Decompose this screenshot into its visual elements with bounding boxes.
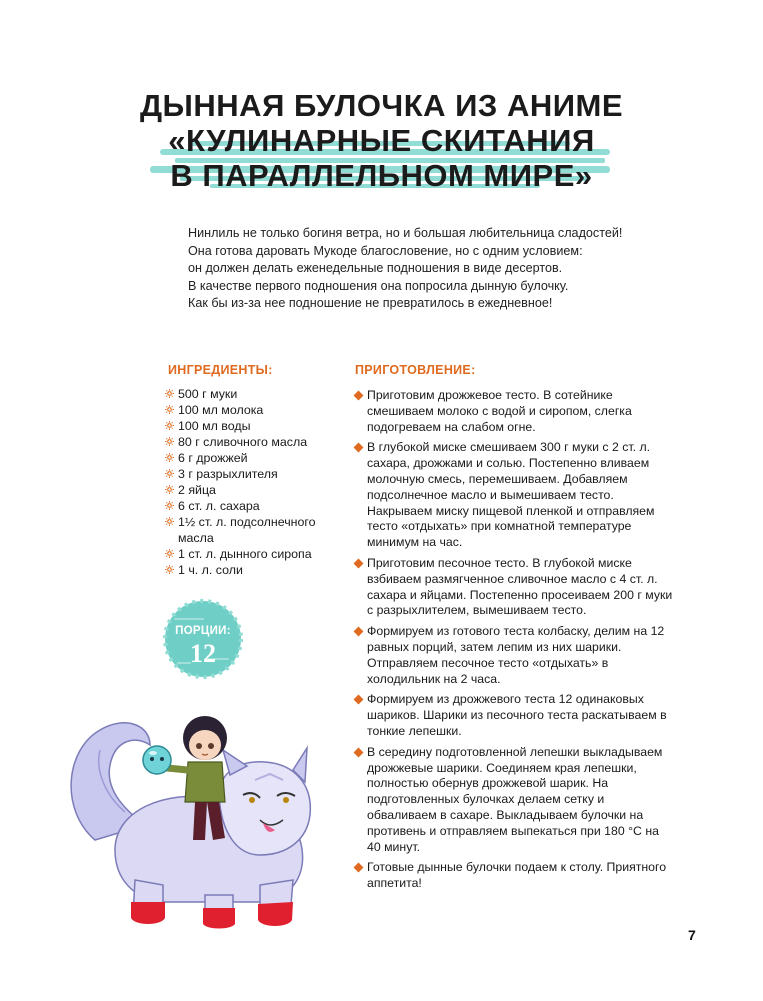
- diamond-bullet-icon: [354, 559, 364, 569]
- step-text: В глубокой миске смешиваем 300 г муки с 2 ст. л. сахара, дрожжами и солью. Постепенно вливаем молочную смесь, перемешиваем. Добавляем подсолнечное масло и вымешиваем тесто. Накрываем миску пищевой пленкой и отправляем тесто «отдыхать» при комнатной температуре минимум на час.: [367, 440, 655, 550]
- step-item: [354, 624, 674, 687]
- intro-paragraph: [188, 225, 658, 313]
- ingredient-text: 6 ст. л. сахара: [178, 499, 260, 513]
- ingredient-item: [165, 402, 325, 418]
- ingredient-item: [165, 450, 325, 466]
- sun-bullet-icon: [165, 405, 174, 414]
- servings-count: 12: [190, 639, 216, 668]
- sun-bullet-icon: [165, 517, 174, 526]
- ingredient-text: 3 г разрыхлителя: [178, 467, 278, 481]
- ingredient-item: [165, 418, 325, 434]
- step-text: Приготовим дрожжевое тесто. В сотейнике смешиваем молоко с водой и сиропом, слегка подогреваем на слабом огне.: [367, 388, 632, 434]
- intro-line: В качестве первого подношения она попросила дынную булочку.: [188, 278, 569, 293]
- ingredient-item: [165, 498, 325, 514]
- sun-bullet-icon: [165, 485, 174, 494]
- intro-line: он должен делать еженедельные подношения в виде десертов.: [188, 261, 563, 276]
- sun-bullet-icon: [165, 549, 174, 558]
- title-line: ДЫННАЯ БУЛОЧКА ИЗ АНИМЕ: [139, 88, 624, 123]
- ingredient-item: [165, 482, 325, 498]
- step-item: [354, 860, 674, 892]
- ingredient-item: [165, 562, 325, 578]
- step-item: [354, 745, 674, 856]
- diamond-bullet-icon: [354, 391, 364, 401]
- ingredient-text: 1½ ст. л. подсолнечного масла: [178, 515, 316, 545]
- title-line: В ПАРАЛЛЕЛЬНОМ МИРЕ»: [170, 158, 593, 193]
- intro-line: Как бы из-за нее подношение не превратилось в ежедневное!: [188, 296, 553, 311]
- ingredient-item: [165, 514, 325, 546]
- sun-bullet-icon: [165, 469, 174, 478]
- sun-bullet-icon: [165, 453, 174, 462]
- ingredient-text: 100 мл воды: [178, 419, 251, 433]
- ingredient-item: [165, 466, 325, 482]
- step-text: Готовые дынные булочки подаем к столу. Приятного аппетита!: [367, 860, 667, 891]
- ingredient-text: 2 яйца: [178, 483, 216, 497]
- step-item: [354, 440, 674, 551]
- diamond-bullet-icon: [354, 443, 364, 453]
- ingredient-text: 100 мл молока: [178, 403, 264, 417]
- step-item: [354, 692, 674, 739]
- ingredient-text: 1 ч. л. соли: [178, 563, 243, 577]
- step-text: Формируем из готового теста колбаску, делим на 12 равных порций, затем лепим из них шарики. Отправляем песочное тесто «отдыхать» в холодильник на 2 часа.: [367, 624, 665, 686]
- step-text: Приготовим песочное тесто. В глубокой миске взбиваем размягченное сливочное масло с 4 ст. л. сахара и яйцами. Постепенно просеиваем 200 г муки с разрыхлителем, вымешиваем тесто.: [367, 555, 673, 618]
- ingredient-item: [165, 434, 325, 450]
- ingredient-text: 500 г муки: [178, 387, 238, 401]
- sun-bullet-icon: [165, 501, 174, 510]
- sun-bullet-icon: [165, 437, 174, 446]
- step-item: [354, 556, 674, 619]
- ingredients-heading: ИНГРЕДИЕНТЫ:: [168, 363, 273, 377]
- recipe-title: [0, 88, 763, 193]
- servings-label: ПОРЦИИ:: [175, 625, 231, 637]
- intro-line: Она готова даровать Мукоде благословение, но с одним условием:: [188, 243, 583, 258]
- ingredient-item: [165, 386, 325, 402]
- page-number: 7: [688, 927, 696, 943]
- step-text: В середину подготовленной лепешки выкладываем дрожжевые шарики. Соединяем края лепешки, полностью обернув дрожжевой шарик. На подготовленных булочках делаем сетку и обваливаем в сахаре. Выкладываем булочки на противень и отправляем выпекаться при 180 °С на 40 минут.: [367, 744, 663, 854]
- intro-line: Нинлиль не только богиня ветра, но и большая любительница сладостей!: [188, 226, 623, 240]
- anime-characters-illustration: [55, 690, 365, 930]
- preparation-steps: [354, 388, 674, 897]
- step-item: [354, 388, 674, 435]
- ingredient-item: [165, 546, 325, 562]
- sun-bullet-icon: [165, 565, 174, 574]
- sun-bullet-icon: [165, 389, 174, 398]
- ingredient-text: 80 г сливочного масла: [178, 435, 308, 449]
- sun-bullet-icon: [165, 421, 174, 430]
- ingredients-list: [165, 386, 325, 578]
- ingredient-text: 1 ст. л. дынного сиропа: [178, 547, 312, 561]
- title-line: «КУЛИНАРНЫЕ СКИТАНИЯ: [168, 123, 595, 158]
- step-text: Формируем из дрожжевого теста 12 одинаковых шариков. Шарики из песочного теста раскатываем в тонкие лепешки.: [367, 692, 667, 738]
- diamond-bullet-icon: [354, 627, 364, 637]
- ingredient-text: 6 г дрожжей: [178, 451, 248, 465]
- preparation-heading: ПРИГОТОВЛЕНИЕ:: [355, 363, 476, 377]
